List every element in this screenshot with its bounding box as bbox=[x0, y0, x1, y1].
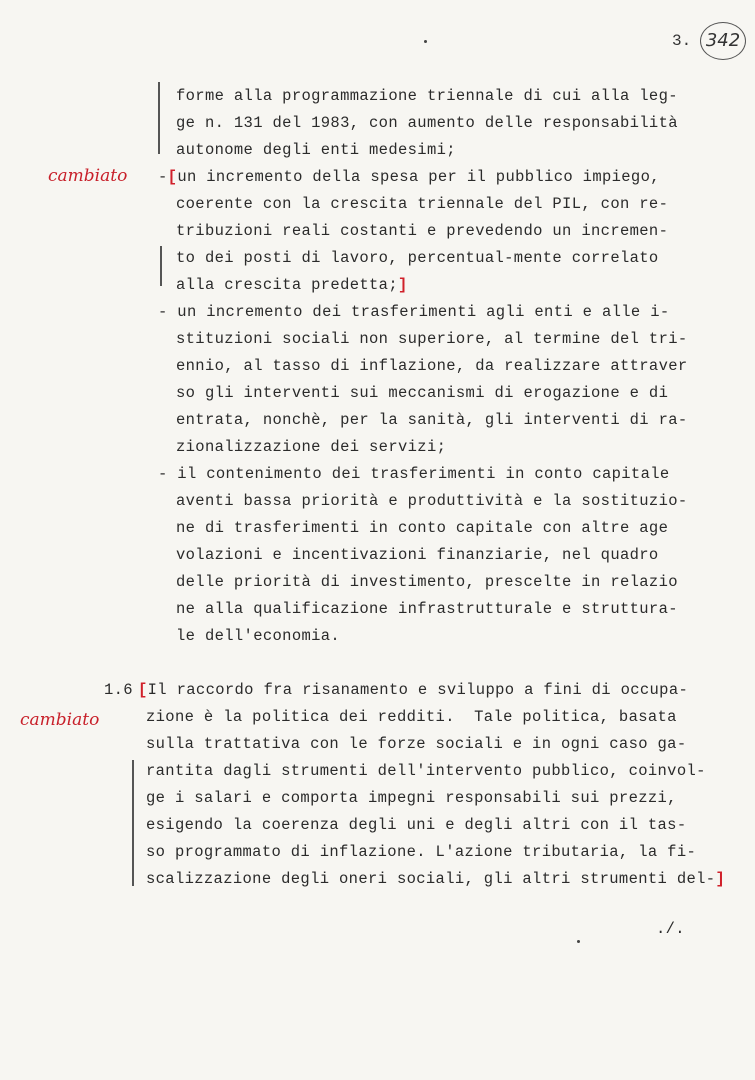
section-line-bracketed: [Il raccordo fra risanamento e sviluppo a fini di occupa- bbox=[138, 681, 689, 699]
body-line: coerente con la crescita triennale del PIL, con re- bbox=[176, 195, 669, 213]
speck bbox=[424, 40, 427, 43]
body-line: ge n. 131 del 1983, con aumento delle responsabilità bbox=[176, 114, 678, 132]
margin-check-mark bbox=[160, 246, 162, 286]
page-number: 3. bbox=[672, 32, 692, 50]
body-line: - un incremento dei trasferimenti agli enti e alle i- bbox=[158, 303, 670, 321]
section-number: 1.6 bbox=[104, 681, 133, 699]
body-line: to dei posti di lavoro, percentual-mente correlato bbox=[176, 249, 659, 267]
section-line: ge i salari e comporta impegni responsabili sui prezzi, bbox=[146, 789, 677, 807]
body-line: entrata, nonchè, per la sanità, gli interventi di ra- bbox=[176, 411, 688, 429]
margin-note-cambiato-1: cambiato bbox=[48, 166, 128, 186]
body-line: le dell'economia. bbox=[176, 627, 341, 645]
speck bbox=[577, 940, 580, 943]
margin-bracket-mark bbox=[158, 82, 160, 154]
section-line: sulla trattativa con le forze sociali e in ogni caso ga- bbox=[146, 735, 687, 753]
body-line: forme alla programmazione triennale di cui alla leg- bbox=[176, 87, 678, 105]
archive-stamp-number: 342 bbox=[700, 22, 746, 60]
body-line: ne alla qualificazione infrastrutturale e struttura- bbox=[176, 600, 678, 618]
body-line: - il contenimento dei trasferimenti in conto capitale bbox=[158, 465, 670, 483]
section-line: esigendo la coerenza degli uni e degli altri con il tas- bbox=[146, 816, 687, 834]
body-line-bracketed: alla crescita predetta;] bbox=[176, 276, 408, 294]
margin-note-cambiato-2: cambiato bbox=[20, 710, 100, 730]
body-line: delle priorità di investimento, prescelte in relazio bbox=[176, 573, 678, 591]
body-line: aventi bassa priorità e produttività e la sostituzio- bbox=[176, 492, 688, 510]
body-line: volazioni e incentivazioni finanziarie, nel quadro bbox=[176, 546, 659, 564]
body-line: so gli interventi sui meccanismi di erogazione e di bbox=[176, 384, 669, 402]
section-line-bracketed: scalizzazione degli oneri sociali, gli altri strumenti del-] bbox=[146, 870, 726, 888]
continuation-mark: ./. bbox=[656, 920, 685, 938]
section-line: rantita dagli strumenti dell'intervento pubblico, coinvol- bbox=[146, 762, 706, 780]
section-line: zione è la politica dei redditi. Tale politica, basata bbox=[146, 708, 677, 726]
body-line: stituzioni sociali non superiore, al termine del tri- bbox=[176, 330, 688, 348]
body-line: ne di trasferimenti in conto capitale con altre age bbox=[176, 519, 669, 537]
margin-line-mark bbox=[132, 760, 134, 886]
body-line-bracketed: -[un incremento della spesa per il pubblico impiego, bbox=[158, 168, 660, 186]
body-line: tribuzioni reali costanti e prevedendo un incremen- bbox=[176, 222, 669, 240]
body-line: ennio, al tasso di inflazione, da realizzare attraver bbox=[176, 357, 688, 375]
body-line: zionalizzazione dei servizi; bbox=[176, 438, 447, 456]
section-line: so programmato di inflazione. L'azione tributaria, la fi- bbox=[146, 843, 697, 861]
body-line: autonome degli enti medesimi; bbox=[176, 141, 456, 159]
